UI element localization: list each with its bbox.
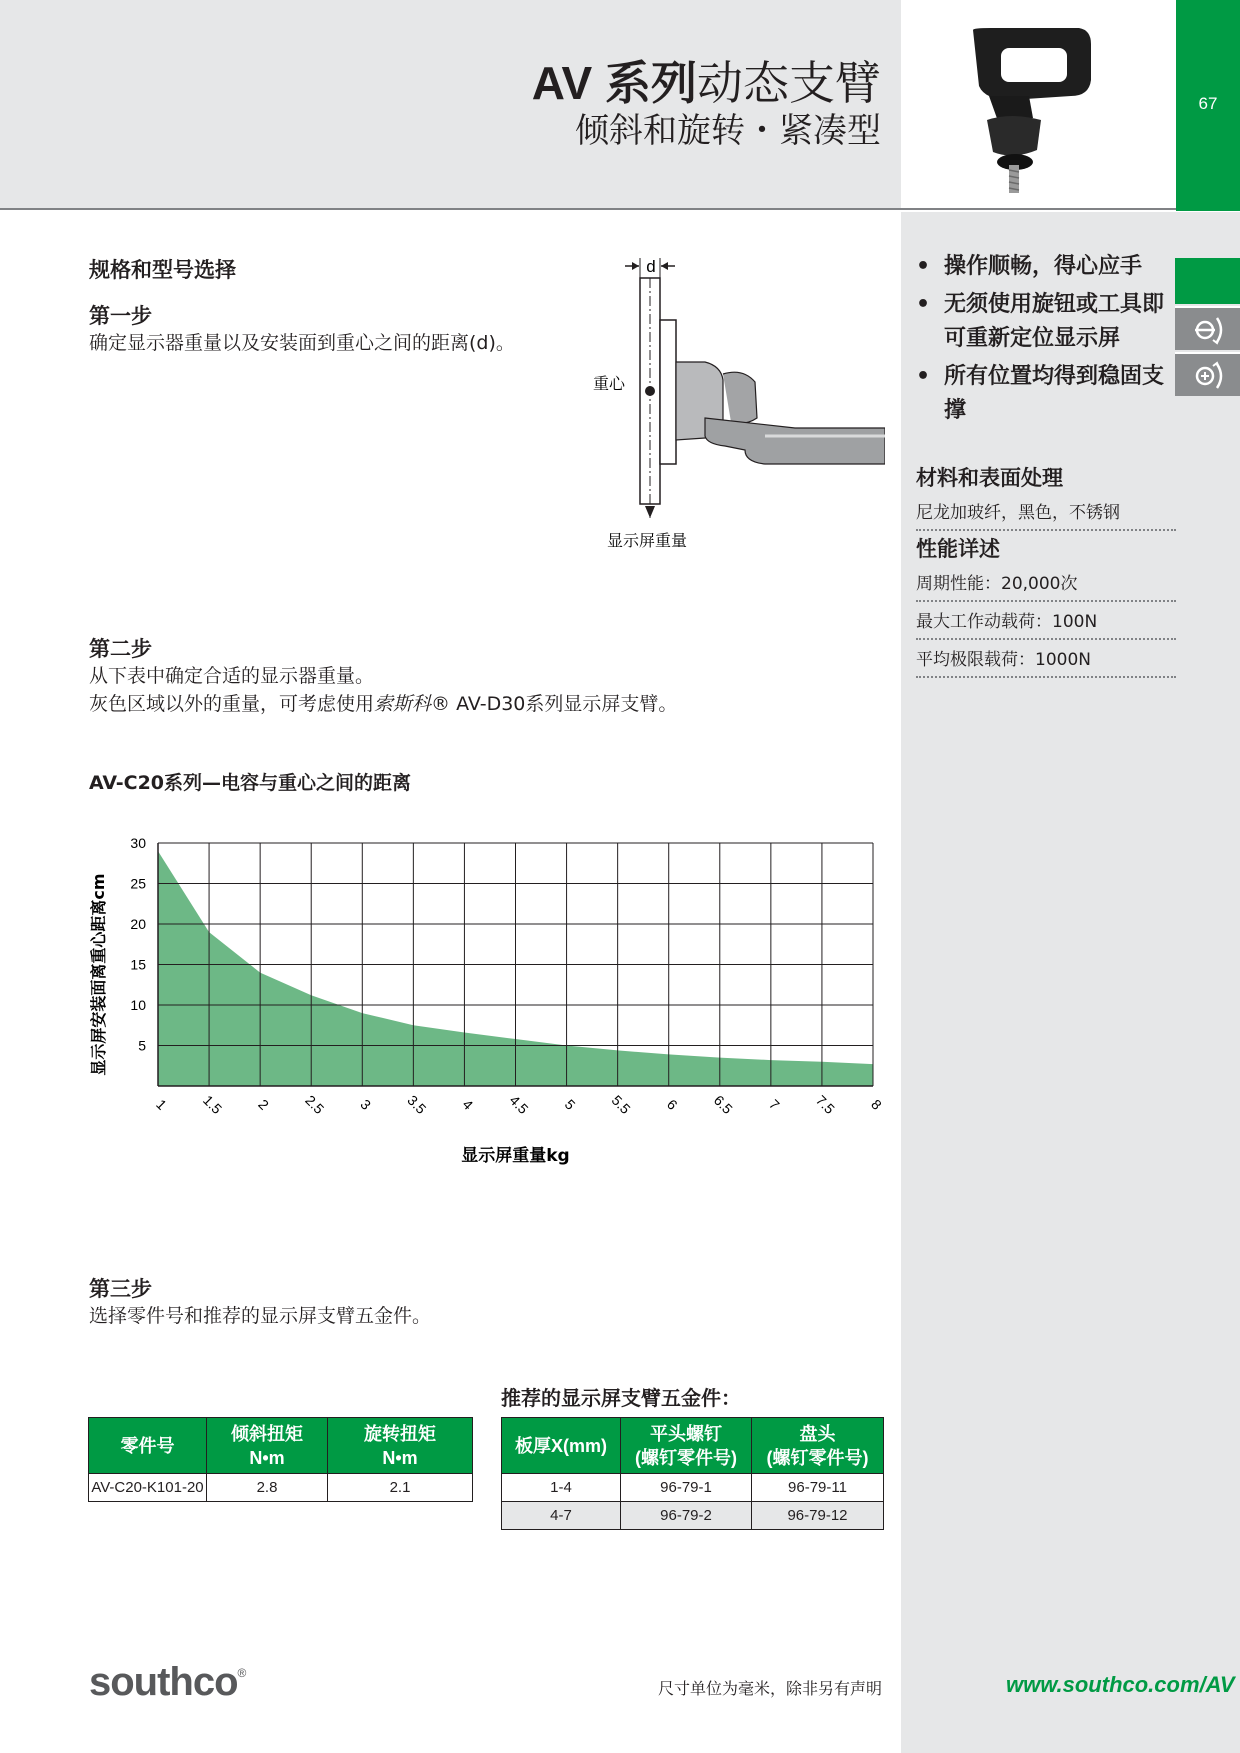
panel-thickness-cell: 1-4 (502, 1474, 621, 1502)
x-tick-label: 3 (357, 1096, 375, 1113)
rotate-icon (1191, 360, 1225, 392)
page-number-tab (1176, 0, 1240, 211)
material-heading: 材料和表面处理 (916, 466, 1063, 490)
step2-line1: 从下表中确定合适的显示器重量。 (89, 665, 375, 687)
y-axis-title: 显示屏安装面离重心距离cm (89, 873, 108, 1076)
max-dynamic-load: 最大工作动载荷：100N (916, 607, 1176, 640)
x-tick-label: 1.5 (200, 1091, 226, 1118)
mounting-diagram (585, 250, 885, 560)
section-tab-tilt[interactable] (1175, 306, 1240, 350)
page-title: AV 系列动态支臂 (531, 56, 881, 110)
parts-table (88, 1417, 473, 1502)
column-header: 盘头 (螺钉零件号) (752, 1418, 884, 1474)
x-axis-title: 显示屏重量kg (461, 1146, 570, 1166)
feature-list (914, 250, 1176, 432)
feature-item: • 所有位置均得到稳固支撑 (914, 360, 1176, 428)
pan-head-screw-cell: 96-79-12 (752, 1502, 884, 1530)
page-number: 67 (1198, 94, 1218, 113)
x-tick-label: 1 (153, 1096, 170, 1113)
x-tick-label: 7.5 (812, 1091, 839, 1118)
y-tick-label: 10 (130, 997, 146, 1013)
website-link[interactable]: www.southco.com/AV (1006, 1672, 1235, 1697)
step3-text: 选择零件号和推荐的显示屏支臂五金件。 (89, 1305, 432, 1327)
table-header-row (502, 1418, 884, 1474)
table-row (89, 1474, 473, 1502)
y-tick-label: 15 (130, 956, 146, 973)
pan-head-screw-cell: 96-79-11 (752, 1474, 884, 1502)
section-heading: 规格和型号选择 (89, 258, 236, 282)
page-subtitle: 倾斜和旋转・紧凑型 (575, 111, 881, 151)
feature-item: • 操作顺畅，得心应手 (914, 250, 1176, 284)
column-header: 倾斜扭矩 N•m (207, 1418, 328, 1474)
x-tick-label: 6 (663, 1096, 681, 1113)
step1-heading: 第一步 (89, 304, 152, 328)
table-row (502, 1474, 884, 1502)
brand-name: 索斯科 (374, 693, 432, 715)
x-tick-label: 5.5 (608, 1091, 634, 1118)
x-tick-label: 3.5 (404, 1091, 430, 1118)
material-text: 尼龙加玻纤，黑色，不锈钢 (916, 498, 1176, 531)
header-band (0, 0, 901, 210)
step1-text: 确定显示器重量以及安装面到重心之间的距离(d)。 (89, 332, 515, 354)
center-of-gravity-label: 重心 (592, 374, 625, 393)
product-photo (901, 0, 1176, 210)
x-tick-label: 8 (868, 1096, 885, 1113)
product-image-box (901, 0, 1176, 210)
table-header-row (89, 1418, 473, 1474)
x-tick-label: 5 (561, 1096, 579, 1113)
southco-logo: southco® (89, 1660, 246, 1704)
x-tick-label: 2 (255, 1096, 273, 1113)
cycle-life: 周期性能：20,000次 (916, 569, 1176, 602)
column-header: 零件号 (89, 1418, 207, 1474)
section-tab-rotate[interactable] (1175, 352, 1240, 396)
x-tick-label: 2.5 (302, 1091, 328, 1118)
x-tick-label: 4.5 (506, 1091, 532, 1118)
step2-line2: 灰色区域以外的重量，可考虑使用索斯科® AV-D30系列显示屏支臂。 (89, 693, 678, 715)
panel-thickness-cell: 4-7 (502, 1502, 621, 1530)
flat-head-screw-cell: 96-79-1 (621, 1474, 752, 1502)
y-tick-label: 5 (138, 1037, 146, 1054)
step2-heading: 第二步 (89, 637, 152, 661)
x-tick-label: 6.5 (710, 1091, 736, 1118)
x-tick-label: 7 (765, 1096, 783, 1113)
column-header: 平头螺钉 (螺钉零件号) (621, 1418, 752, 1474)
tilt-swivel-icon (1191, 314, 1225, 346)
step3-heading: 第三步 (89, 1277, 152, 1301)
d-dimension-label: d (646, 257, 656, 276)
right-sidebar (901, 212, 1240, 1753)
table-row (502, 1502, 884, 1530)
column-header: 板厚X(mm) (502, 1418, 621, 1474)
tilt-torque-cell: 2.8 (207, 1474, 328, 1502)
y-tick-label: 30 (130, 835, 146, 851)
avg-ultimate-load: 平均极限载荷：1000N (916, 645, 1176, 678)
column-header: 旋转扭矩 N•m (328, 1418, 473, 1474)
performance-heading: 性能详述 (916, 537, 1000, 561)
section-tab-active (1175, 258, 1240, 304)
y-tick-label: 25 (130, 875, 146, 892)
hardware-table (501, 1417, 884, 1530)
feature-item: • 无须使用旋钮或工具即可重新定位显示屏 (914, 288, 1176, 356)
y-tick-label: 20 (130, 916, 146, 932)
dimension-note: 尺寸单位为毫米，除非另有声明 (657, 1679, 882, 1698)
hardware-table-title: 推荐的显示屏支臂五金件： (501, 1386, 741, 1410)
part-number-cell: AV-C20-K101-20 (89, 1474, 207, 1502)
chart-title: AV-C20系列—电容与重心之间的距离 (89, 772, 412, 794)
swivel-torque-cell: 2.1 (328, 1474, 473, 1502)
flat-head-screw-cell: 96-79-2 (621, 1502, 752, 1530)
x-tick-label: 4 (459, 1096, 477, 1113)
weight-distance-chart (80, 820, 900, 1170)
monitor-weight-label: 显示屏重量 (606, 531, 688, 550)
